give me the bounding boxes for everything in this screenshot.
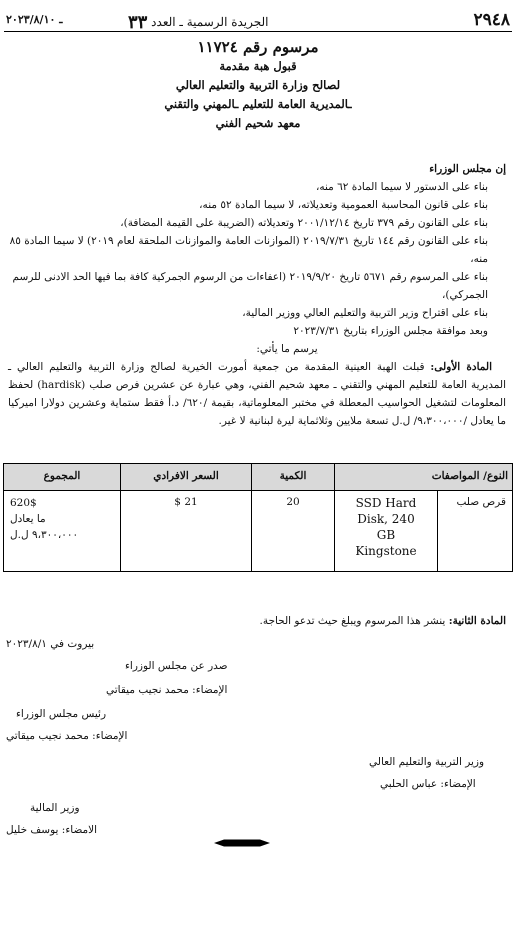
preamble-item: بناء على اقتراح وزير التربية والتعليم العالي ووزير المالية، [242,307,488,319]
decree-beneficiary: لصالح وزارة التربية والتعليم العالي [175,78,341,92]
preamble-item: بناء على قانون المحاسبة العمومية وتعديلاته، لا سيما المادة ٥٢ منه، [199,199,488,211]
header-title-text: الجريدة الرسمية ـ العدد [151,15,269,29]
issued-by: صدر عن مجلس الوزراء [125,660,228,672]
header-unit-price: السعر الافرادي [121,464,252,491]
header-date: ـ ٢٠٢٣/٨/١٠ [6,13,63,26]
table-header-row [4,464,513,491]
end-divider-ornament [214,838,270,848]
page-header [6,6,510,33]
preamble-opening: إن مجلس الوزراء [429,163,506,175]
decree-institute: معهد شحيم الفني [215,116,301,130]
spec-line: Kingstone [355,544,417,558]
article-1-text: قبلت الهبة العينية المقدمة من جمعية أمورت الخيرية لصالح وزارة التربية والتعليم العالي ـ المديرية العامة للتعليم المهني والتقني ـ معهد شحيم الفني، وهي عبارة عن عشرين فرص صلب (hardisk) لحفظ المعلومات لتشغيل الحواسيب المعطلة في مختبر المعلوماتية، بقيمة /٦٢٠/ د.أ فقط ستماية وعشرين دولارا اميركيا ما يعادل /٩،٣٠٠،٠٠٠/ ل.ل تسعة ملايين وثلاثماية ليرة لبنانية لا غير. [8,361,506,427]
issue-number: ٣٣ [128,12,148,33]
finance-minister-title: وزير المالية [30,802,80,814]
total-usd: 620$ [10,497,37,509]
article-2 [8,612,506,630]
header-total: المجموع [4,464,121,491]
preamble-item: بناء على القانون رقم ١٤٤ تاريخ ٢٠١٩/٧/٣١ (الموازنات العامة والموازنات الملحقة لعام ٢٠١٩) لا سيما المادة ٨٥ منه، [9,235,488,265]
decree-number: مرسوم رقم ١١٧٢٤ [197,38,319,56]
article-2-label: المادة الثانية: [448,615,506,627]
decree-formula: يرسم ما يأتي: [256,343,318,355]
finance-minister-signature: الامضاء: يوسف خليل [6,824,98,836]
issued-by-signature: الإمضاء: محمد نجيب ميقاتي [106,684,228,696]
cell-total [4,491,121,572]
article-1-label: المادة الأولى: [430,361,492,373]
header-quantity: الكمية [252,464,335,491]
header-title [128,10,269,36]
preamble-item: بناء على الدستور لا سيما المادة ٦٢ منه، [315,181,488,193]
page-number: ٢٩٤٨ [473,10,510,30]
decree-titles [0,38,516,133]
decree-body [8,160,506,430]
place-date: بيروت في ٢٠٢٣/٨/١ [6,638,95,650]
article-2-block [8,612,506,630]
decree-directorate: ـالمديرية العامة للتعليم ـالمهني والتقني [164,97,352,111]
pm-signature: الإمضاء: محمد نجيب ميقاتي [6,730,128,742]
cell-quantity: 20 [252,491,335,572]
cell-type: قرص صلب [438,491,513,572]
article-1 [8,358,506,430]
total-lbp: ٩،٣٠٠،٠٠٠ ل.ل [10,529,79,541]
header-type: النوع/ المواصفات [335,464,513,491]
education-minister-title: وزير التربية والتعليم العالي [369,756,485,768]
donation-table [3,463,513,572]
table-row [4,491,513,572]
total-equivalent: ما يعادل [10,513,46,525]
article-2-text: ينشر هذا المرسوم ويبلغ حيث تدعو الحاجة. [259,615,446,627]
education-minister-signature: الإمضاء: عباس الحلبي [380,778,476,790]
preamble-item: وبعد موافقة مجلس الوزراء بتاريخ ٢٠٢٣/٧/٣١ [293,325,488,337]
header-rule [4,31,512,32]
preamble-item: بناء على القانون رقم ٣٧٩ تاريخ ٢٠٠١/١٢/١٤ وتعديلاته (الضريبة على القيمة المضافة)، [120,217,488,229]
cell-spec [335,491,438,572]
decree-subject: قبول هبة مقدمة [219,59,297,73]
preamble-item: بناء على المرسوم رقم ٥٦٧١ تاريخ ٢٠١٩/٩/٢٠ (اعفاءات من الرسوم الجمركية كافة بما فيها الحد الادنى للرسم الجمركي)، [12,271,488,301]
cell-unit-price: $ 21 [121,491,252,572]
spec-line: GB [376,528,396,542]
spec-line: SSD Hard Disk, 240 [355,496,417,526]
pm-title: رئيس مجلس الوزراء [16,708,107,720]
